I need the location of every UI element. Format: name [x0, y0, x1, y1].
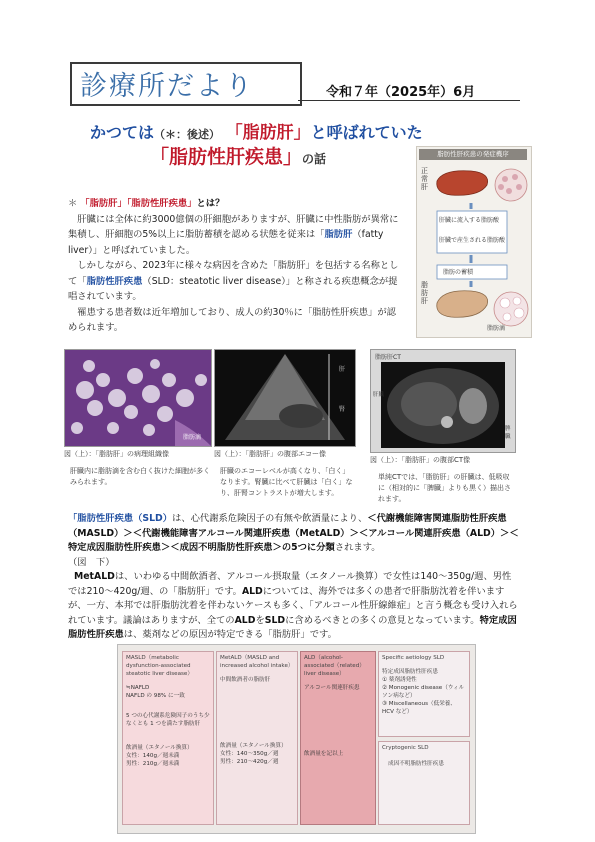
fatty-liver-label-left: 脂肪肝 [421, 281, 428, 305]
category-masld: ＜代謝機能障害関連脂肪性肝疾患（MASLD）＞ [68, 513, 507, 539]
question-keyword: 「脂肪肝」「脂肪性肝疾患」 [80, 198, 197, 209]
col-text: 飲酒量を記以上 [304, 751, 344, 757]
col-head: MetALD（MASLD and increased alcohol intake） [220, 655, 294, 669]
title-part: の話 [302, 152, 327, 166]
article-title-line1 [90, 118, 423, 143]
keyword: SLD [264, 614, 286, 626]
category-specific: ＜特定成因脂肪性肝疾患＞ [68, 527, 519, 553]
diagram-col-ald [300, 651, 376, 825]
histology-photo [64, 349, 212, 447]
title-keyword: 「脂肪性肝疾患」 [150, 146, 303, 168]
ct-liver-label: 肝臓 [373, 392, 385, 398]
text: を [255, 614, 265, 626]
figure-title: 脂肪性肝疾患の発症機序 [419, 149, 527, 160]
diagram-col-masld [122, 651, 214, 825]
category-ald: ＜アルコール関連肝疾患（ALD）＞ [358, 527, 510, 539]
classification-diagram [117, 644, 476, 834]
ct-photo [370, 349, 516, 453]
metald-paragraph [68, 570, 520, 643]
diagram-col-specific [378, 651, 470, 737]
progression-illustration [431, 163, 529, 335]
figure-note: （図 下） [68, 556, 115, 568]
intro-paragraph-3: 罹患する患者数は近年増加しており、成人の約30％に「脂肪性肝疾患」が認められます。 [68, 306, 396, 333]
keyword: 脂肪肝 [324, 229, 353, 240]
text: されます。 [334, 542, 381, 553]
newsletter-title: 診療所だより [80, 71, 254, 102]
keyword: 脂肪性肝疾患 [86, 275, 143, 287]
col-head: Cryptogenic SLD [382, 745, 429, 751]
intro-paragraph-2 [68, 258, 403, 305]
intro-question [68, 196, 403, 212]
article-title-line2 [150, 142, 326, 169]
col-text: ① 薬剤誘発性 [382, 677, 417, 683]
col-text: 男性：210～420g／週 [220, 759, 279, 765]
diagram-col-cryptogenic [378, 741, 470, 825]
question-tail: とは？ [196, 198, 225, 209]
caption-head: 図（上）：「脂肪肝」の腹部エコー像 [214, 450, 326, 458]
text: （SLD：steatotic liver disease）」と称される疾患概念が提唱されています。 [68, 275, 398, 302]
col-text: ② Monogenic disease（ウィルソン病など） [382, 685, 465, 699]
histology-inset-label: 脂肪滴 [183, 434, 202, 441]
ultrasound-image [215, 350, 355, 446]
ct-spleen-label: 脾臓 [505, 426, 511, 440]
step-accumulation: 脂肪の蓄積 [443, 269, 474, 276]
text: 肝臓には全体に約3000億個の肝細胞がありますが、肝臓に中性脂肪が異常に集積し、肝細胞の5%以上に脂肪蓄積を認める状態を従来は「 [68, 213, 399, 240]
text: しかしながら、2023年に様々な病因を含めた「脂肪肝」を包括する名称として「 [68, 260, 399, 287]
intro-paragraph-1 [68, 212, 403, 259]
category-cryptogenic: ＜成因不明脂肪性肝疾患＞ [170, 542, 282, 553]
col-text: 5 つの心代謝系危険因子のうち少なくとも 1 つを満たす脂肪肝 [126, 713, 210, 727]
category-metald: ＜代謝機能障害アルコール関連肝疾患（MetALD）＞ [132, 527, 359, 539]
keyword: 特定成因脂肪性肝疾患 [68, 614, 517, 640]
text: は、薬剤などの原因が特定できる「脂肪肝」です。 [123, 629, 337, 640]
ct-caption [370, 455, 514, 505]
col-text: 中間飲酒者の脂肪肝 [220, 677, 271, 683]
ct-image [381, 362, 505, 448]
text: （fatty liver）」と呼ばれていました。 [68, 229, 384, 256]
header-rule [298, 100, 520, 101]
caption-body: 単純CTでは、「脂肪肝」の肝臓は、低吸収に（相対的に「脾臓」よりも黒く）描出されます。 [378, 473, 511, 503]
fat-droplet-label: 脂肪滴 [487, 325, 506, 332]
col-text: 女性：140g／週未満 [126, 753, 180, 759]
progression-figure [416, 146, 532, 338]
col-text: 男性：210g／週未満 [126, 761, 180, 767]
step-synthesis: 肝臓で産生される脂肪酸 [439, 237, 506, 244]
caption-body: 肝臓内に脂肪滴を含む白く抜けた細胞が多くみられます。 [70, 467, 210, 486]
intro-section [68, 196, 403, 336]
col-text: ≒NAFLD [126, 685, 150, 691]
col-text: ③ Miscellaneous（低栄養、HCV など） [382, 701, 456, 715]
col-text: 飲酒量（エタノール換算） [126, 745, 193, 751]
col-head: MASLD（metabolic dysfunction-associated steatotic liver disease） [126, 655, 193, 677]
title-part: と呼ばれていた [310, 123, 423, 142]
text: の5つに分類 [281, 542, 335, 553]
caption-head: 図（上）：「脂肪肝」の病理組織像 [64, 450, 169, 458]
bullet: ＊ [68, 198, 78, 209]
col-text: 成因不明脂肪性肝疾患 [388, 761, 444, 767]
keyword: ALD [234, 614, 256, 626]
text: に含めるべきとの多くの意見となっています。 [285, 614, 480, 626]
diagram-col-metald [216, 651, 298, 825]
step-influx: 肝臓に流入する脂肪酸 [439, 217, 500, 224]
caption-head: 図（上）：「脂肪肝」の腹部CT像 [370, 456, 471, 464]
normal-liver-label: 正常肝 [421, 167, 428, 191]
text: は、いわゆる中間飲酒者、アルコール摂取量（エタノール換算）で女性は140～350g/週、男性では210～420g/週、の「脂肪肝」です。 [68, 571, 512, 597]
histology-caption [64, 449, 210, 488]
ultrasound-liver-label: 肝 [339, 366, 346, 373]
classification-paragraph [68, 512, 520, 556]
text: については、海外では多くの患者で肝脂肪沈着を伴いますが、一方、本邦では肝脂肪沈着を伴わないケースも多く、「アルコール性肝線維症」と言う概念も受け入れられています。議論はありますが、全ての [68, 585, 518, 626]
col-text: アルコール関連肝疾患 [304, 685, 360, 691]
col-text: 女性：140～350g／週 [220, 751, 279, 757]
col-text: NAFLD の 98% に一致 [126, 693, 185, 699]
ultrasound-kidney-label: 腎 [339, 406, 346, 413]
classification-section [68, 512, 520, 643]
col-head: ALD（alcohol-associated（related）liver disease） [304, 655, 365, 677]
col-text: 飲酒量（エタノール換算） [220, 743, 287, 749]
title-note: （＊：後述） [154, 128, 221, 141]
issue-date: 令和７年（2025年）6月 [326, 85, 476, 100]
text: は、心代謝系危険因子の有無や飲酒量により、 [172, 513, 368, 524]
title-keyword: 「脂肪肝」 [225, 123, 311, 143]
col-head: Specific aetiology SLD [382, 655, 445, 661]
keyword: ALD [241, 585, 263, 597]
keyword: 「脂肪性肝疾患（SLD） [68, 513, 173, 524]
keyword: MetALD [74, 571, 115, 582]
col-text: 特定成因脂肪性肝疾患 [382, 669, 438, 675]
ct-top-label: 脂肪肝CT [375, 354, 401, 361]
ultrasound-photo [214, 349, 356, 447]
caption-body: 肝臓のエコーレベルが高くなり、「白く」なります。腎臓に比べて肝臓は「白く」なり、肝腎コントラストが増大します。 [220, 467, 353, 497]
title-part: かつては [90, 123, 155, 142]
ultrasound-caption [214, 449, 354, 499]
